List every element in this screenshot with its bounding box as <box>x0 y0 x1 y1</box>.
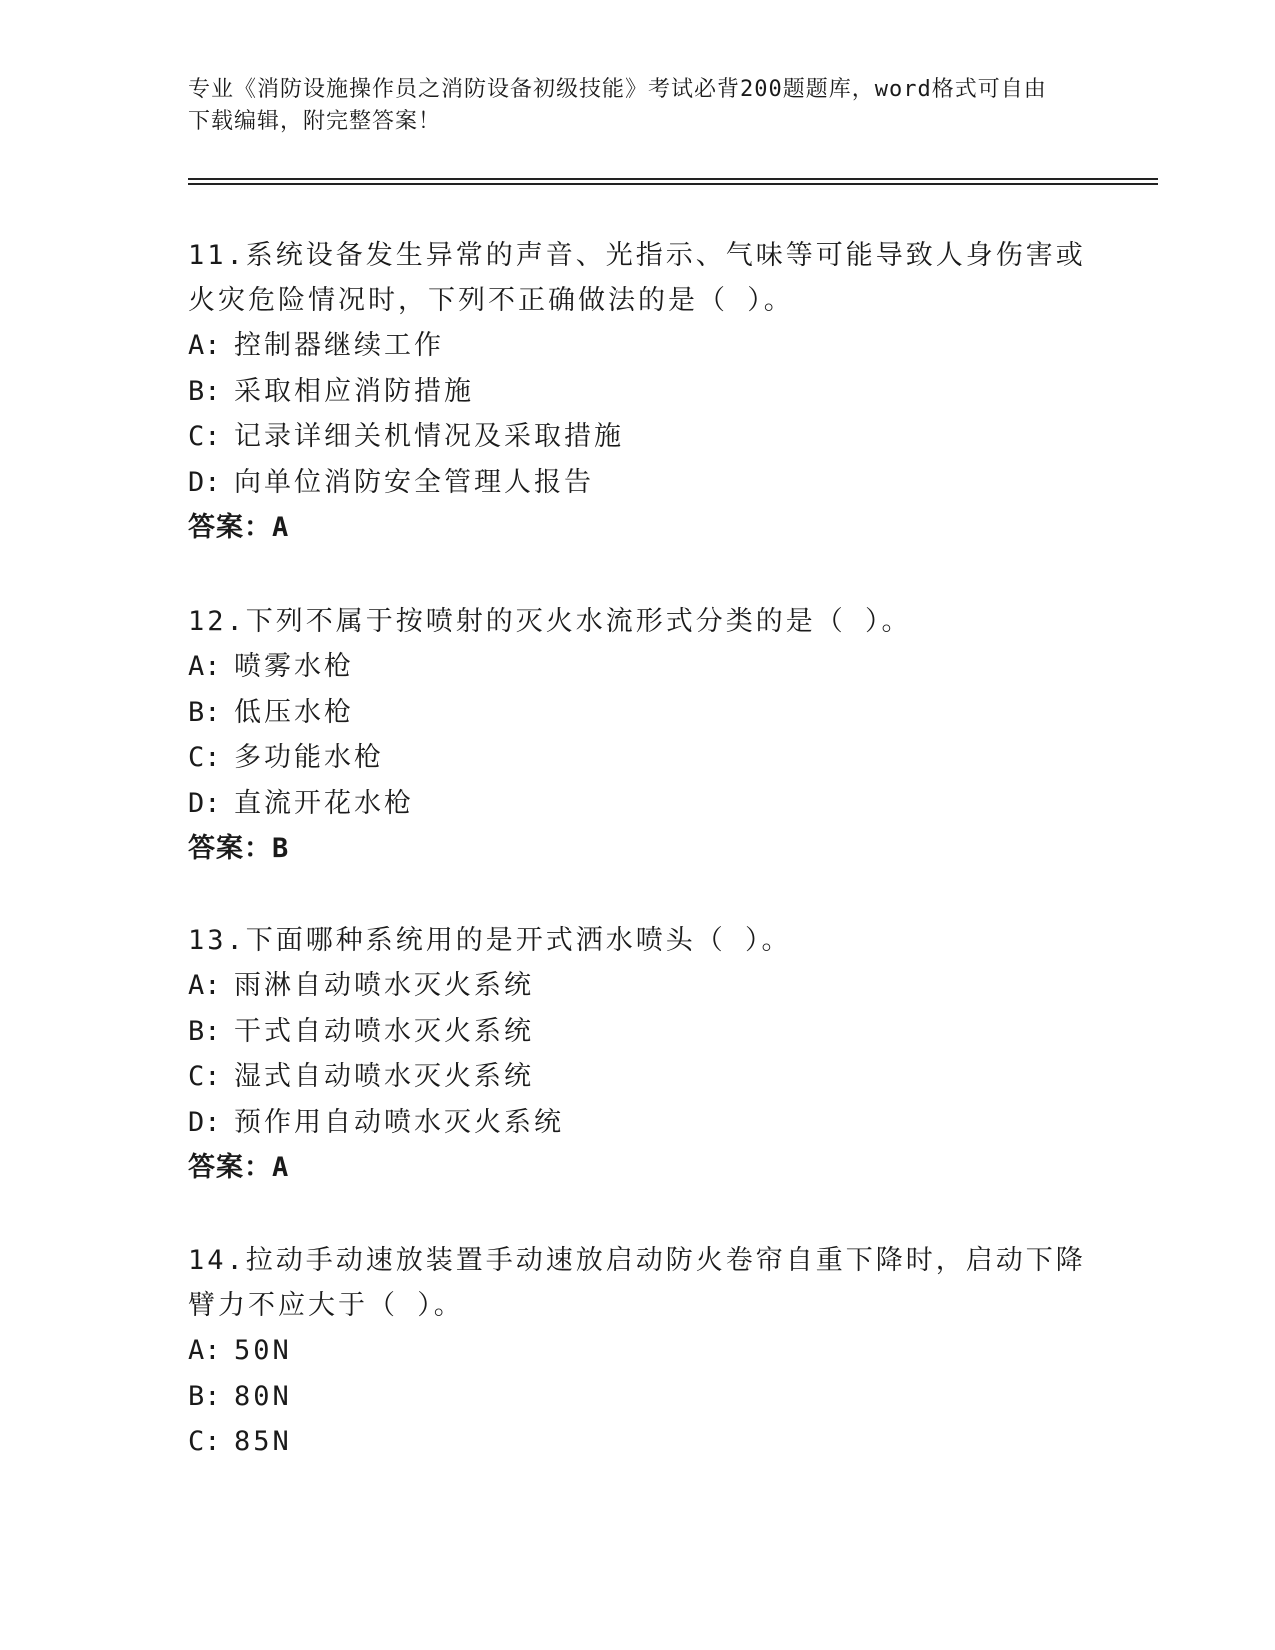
option-a <box>188 323 1088 369</box>
option-text: 低压水枪 <box>234 696 354 728</box>
option-text: 80N <box>234 1380 292 1412</box>
question-stem: 12.下列不属于按喷射的灭火水流形式分类的是（ ）。 <box>188 606 912 637</box>
option-letter: A: <box>188 651 221 682</box>
option-letter: C: <box>188 1061 221 1092</box>
option-letter: D: <box>188 787 221 819</box>
option-text: 多功能水枪 <box>234 742 384 773</box>
question-11 <box>188 233 1088 551</box>
option-c <box>188 414 1088 460</box>
option-b <box>188 690 1088 736</box>
option-letter: C: <box>188 421 221 452</box>
option-text: 控制器继续工作 <box>234 330 444 361</box>
question-14 <box>188 1238 1088 1465</box>
answer: 答案：A <box>188 1152 290 1183</box>
answer: 答案：A <box>188 512 290 543</box>
option-a <box>188 644 1088 690</box>
question-stem: 14.拉动手动速放装置手动速放启动防火卷帘自重下降时，启动下降臂力不应大于（ ）。 <box>188 1245 1086 1321</box>
question-stem: 13.下面哪种系统用的是开式洒水喷头（ ）。 <box>188 925 792 956</box>
option-text: 采取相应消防措施 <box>234 375 474 407</box>
option-d <box>188 460 1088 506</box>
answer: 答案：B <box>188 833 290 864</box>
option-letter: B: <box>188 1380 221 1412</box>
header-divider-bottom <box>188 183 1158 185</box>
option-letter: D: <box>188 466 221 498</box>
question-stem: 11.系统设备发生异常的声音、光指示、气味等可能导致人身伤害或火灾危险情况时，下列不正确做法的是（ ）。 <box>188 240 1086 316</box>
option-b <box>188 1009 1088 1055</box>
option-c <box>188 1054 1088 1100</box>
option-c <box>188 1419 1088 1465</box>
option-a <box>188 963 1088 1009</box>
option-letter: B: <box>188 696 221 728</box>
option-text: 喷雾水枪 <box>234 651 354 682</box>
option-text: 直流开花水枪 <box>234 787 414 819</box>
option-text: 干式自动喷水灭火系统 <box>234 1015 534 1047</box>
option-letter: D: <box>188 1106 221 1138</box>
option-text: 湿式自动喷水灭火系统 <box>234 1061 534 1092</box>
option-a <box>188 1328 1088 1374</box>
option-letter: A: <box>188 970 221 1001</box>
option-text: 50N <box>234 1335 292 1366</box>
option-text: 雨淋自动喷水灭火系统 <box>234 970 534 1001</box>
option-text: 向单位消防安全管理人报告 <box>234 466 594 498</box>
option-text: 85N <box>234 1426 292 1457</box>
option-text: 预作用自动喷水灭火系统 <box>234 1106 564 1138</box>
question-12 <box>188 599 1088 872</box>
option-letter: B: <box>188 1015 221 1047</box>
option-letter: C: <box>188 742 221 773</box>
option-b <box>188 1374 1088 1420</box>
header-title: 专业《消防设施操作员之消防设备初级技能》考试必背200题题库，word格式可自由下载编辑，附完整答案！ <box>188 77 1047 134</box>
option-letter: A: <box>188 1335 221 1366</box>
option-d <box>188 781 1088 827</box>
header-divider-top <box>188 178 1158 180</box>
option-d <box>188 1100 1088 1146</box>
option-letter: A: <box>188 330 221 361</box>
option-b <box>188 369 1088 415</box>
option-text: 记录详细关机情况及采取措施 <box>234 421 624 452</box>
option-letter: C: <box>188 1426 221 1457</box>
option-c <box>188 735 1088 781</box>
document-header <box>188 74 1068 138</box>
question-13 <box>188 918 1088 1191</box>
option-letter: B: <box>188 375 221 407</box>
